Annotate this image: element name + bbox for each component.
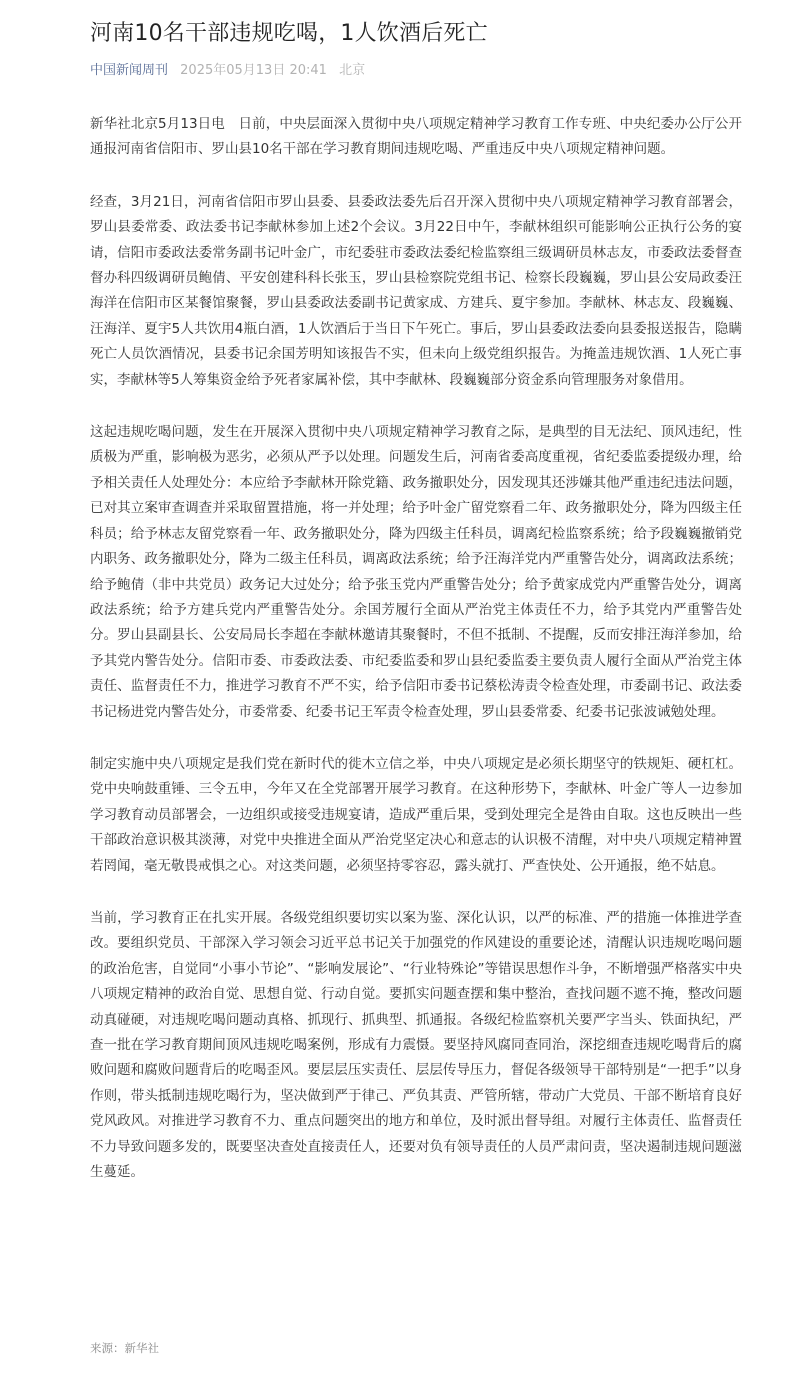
paragraph: 当前，学习教育正在扎实开展。各级党组织要切实以案为鉴、深化认识，以严的标准、严的措施一体推进学查改。要组织党员、干部深入学习领会习近平总书记关于加强党的作风建设的重要论述，清醒认识违规吃喝问题的政治危害，自觉同“小事小节论”、“影响发展论”、“行业特殊论”等错误思想作斗争，不断增强严格落实中央八项规定精神的政治自觉、思想自觉、行动自觉。要抓实问题查摆和集中整治，查找问题不遮不掩，整改问题动真碰硬，对违规吃喝问题动真格、抓现行、抓典型、抓通报。各级纪检监察机关要严字当头、铁面执纪，严查一批在学习教育期间顶风违规吃喝案例，形成有力震慑。要坚持风腐同查同治，深挖细查违规吃喝背后的腐败问题和腐败问题背后的吃喝歪风。要层层压实责任、层层传导压力，督促各级领导干部特别是“一把手”以身作则，带头抵制违规吃喝行为，坚决做到严于律己、严负其责、严管所辖，带动广大党员、干部不断培育良好党风政风。对推进学习教育不力、重点问题突出的地方和单位，及时派出督导组。对履行主体责任、监督责任不力导致问题多发的，既要坚决查处直接责任人，还要对负有领导责任的人员严肃问责，坚决遏制违规问题滋生蔓延。: [90, 909, 742, 1181]
paragraph: 这起违规吃喝问题，发生在开展深入贯彻中央八项规定精神学习教育之际，是典型的目无法纪、顶风违纪，性质极为严重，影响极为恶劣，必须从严予以处理。问题发生后，河南省委高度重视，省纪委监委提级办理，给予相关责任人处理处分：本应给予李献林开除党籍、政务撤职处分，因发现其还涉嫌其他严重违纪违法问题，已对其立案审查调查并采取留置措施，将一并处理；给予叶金广留党察看二年、政务撤职处分，降为四级主任科员；给予林志友留党察看一年、政务撤职处分，降为四级主任科员，调离纪检监察系统；给予段巍巍撤销党内职务、政务撤职处分，降为二级主任科员，调离政法系统；给予汪海洋党内严重警告处分，调离政法系统；给予鲍倩（非中共党员）政务记大过处分；给予张玉党内严重警告处分；给予黄家成党内严重警告处分，调离政法系统；给予方建兵党内严重警告处分。余国芳履行全面从严治党主体责任不力，给予其党内严重警告处分。罗山县副县长、公安局局长李超在李献林邀请其聚餐时，不但不抵制、不提醒，反而安排汪海洋参加，给予其党内警告处分。信阳市委、市委政法委、市纪委监委和罗山县纪委监委主要负责人履行全面从严治党主体责任、监督责任不力，推进学习教育不严不实，给予信阳市委书记蔡松涛责令检查处理，市委副书记、政法委书记杨进党内警告处分，市委常委、纪委书记王军责令检查处理，罗山县委常委、纪委书记张波诫勉处理。: [90, 424, 742, 720]
article-body: [90, 112, 742, 1212]
article-title: 河南10名干部违规吃喝，1人饮酒后死亡: [90, 21, 488, 46]
paragraph: 新华社北京5月13日电 日前，中央层面深入贯彻中央八项规定精神学习教育工作专班、中央纪委办公厅公开通报河南省信阳市、罗山县10名干部在学习教育期间违规吃喝、严重违反中央八项规定精神问题。: [90, 116, 742, 158]
article-meta: [90, 62, 365, 80]
publish-datetime: 2025年05月13日 20:41: [180, 63, 327, 78]
publish-location: 北京: [339, 63, 366, 78]
source-credit: 来源：新华社: [90, 1341, 159, 1355]
paragraph: 经查，3月21日，河南省信阳市罗山县委、县委政法委先后召开深入贯彻中央八项规定精神学习教育部署会，罗山县委常委、政法委书记李献林参加上述2个会议。3月22日中午，李献林组织可能影响公正执行公务的宴请，信阳市委政法委常务副书记叶金广，市纪委驻市委政法委纪检监察组三级调研员林志友，市委政法委督查督办科四级调研员鲍倩、平安创建科科长张玉，罗山县检察院党组书记、检察长段巍巍，罗山县公安局政委汪海洋在信阳市区某餐馆聚餐，罗山县委政法委副书记黄家成、方建兵、夏宇参加。李献林、林志友、段巍巍、汪海洋、夏宇5人共饮用4瓶白酒，1人饮酒后于当日下午死亡。事后，罗山县委政法委向县委报送报告，隐瞒死亡人员饮酒情况，县委书记余国芳明知该报告不实，但未向上级党组织报告。为掩盖违规饮酒、1人死亡事实，李献林等5人筹集资金给予死者家属补偿，其中李献林、段巍巍部分资金系向管理服务对象借用。: [90, 193, 742, 388]
paragraph: 制定实施中央八项规定是我们党在新时代的徙木立信之举，中央八项规定是必须长期坚守的铁规矩、硬杠杠。党中央响鼓重锤、三令五申，今年又在全党部署开展学习教育。在这种形势下，李献林、叶金广等人一边参加学习教育动员部署会，一边组织或接受违规宴请，造成严重后果，受到处理完全是咎由自取。这也反映出一些干部政治意识极其淡薄，对党中央推进全面从严治党坚定决心和意志的认识极不清醒，对中央八项规定精神置若罔闻，毫无敬畏戒惧之心。对这类问题，必须坚持零容忍，露头就打、严查快处、公开通报，绝不姑息。: [90, 755, 742, 874]
publisher-link[interactable]: 中国新闻周刊: [90, 63, 169, 78]
